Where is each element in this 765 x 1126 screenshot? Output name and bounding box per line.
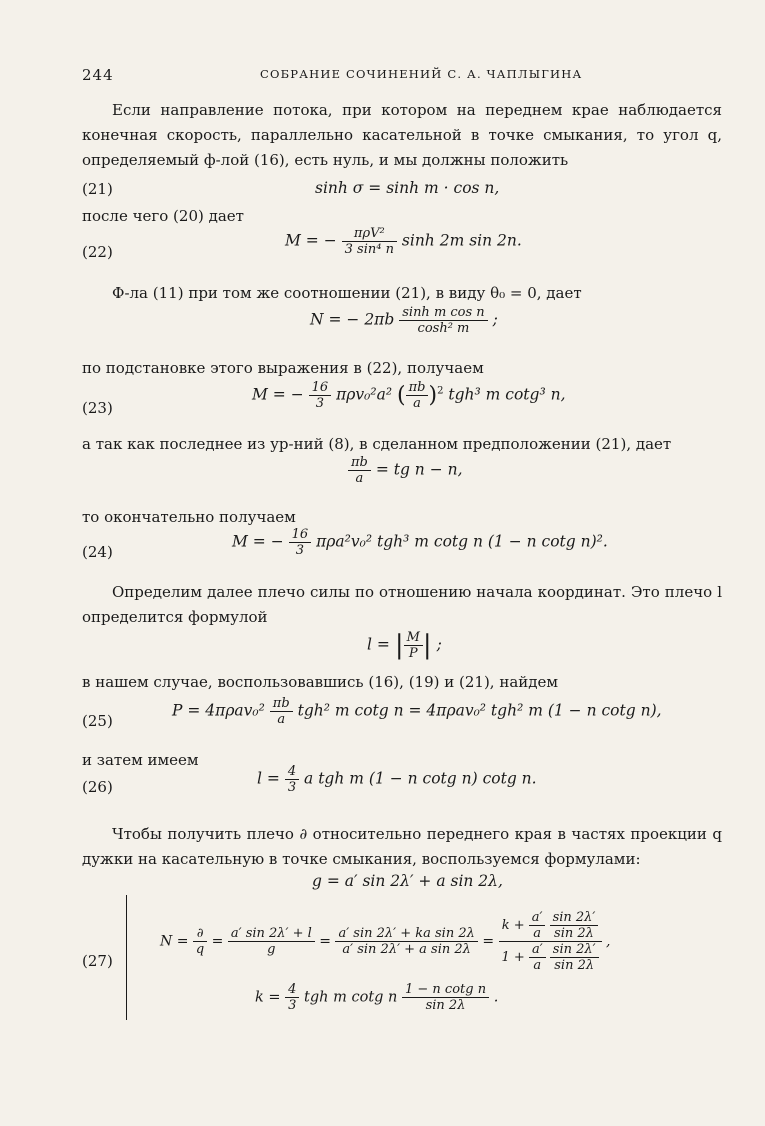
page-number: 244 <box>82 66 114 84</box>
eql-rhs: ; <box>436 635 442 654</box>
eq26-rhs: a tgh m (1 − n cotg n) cotg n. <box>304 769 537 788</box>
equation-number-23: (23) <box>82 399 113 417</box>
eq27k-coef-num: 4 <box>288 982 297 997</box>
eq27-fraction-4 <box>499 910 602 973</box>
eq27-tail: , <box>606 933 611 950</box>
eq27-f1-num: ∂ <box>196 926 204 941</box>
eqtg-denominator: a <box>348 470 371 486</box>
paragraph-3: Ф-ла (11) при том же соотношении (21), в виду θ₀ = 0, дает <box>112 284 582 302</box>
eqtg-rhs: = tg n − n, <box>375 460 463 479</box>
paragraph-5: а так как последнее из ур-ний (8), в сделанном предположении (21), дает <box>82 435 672 453</box>
equation-number-22: (22) <box>82 243 113 261</box>
eq27-f2-num: a′ sin 2λ′ + l <box>230 926 312 941</box>
eq24-coef-den: 3 <box>289 542 312 558</box>
equation-number-25: (25) <box>82 712 113 730</box>
eq27-f4-denominator: 1 + $\frac{a'}{a}$ $\frac{\sin 2\lambda'}{\sin 2\lambda}$ <box>499 941 602 973</box>
paragraph-9: и затем имеем <box>82 751 199 769</box>
equation-l: l = | $\frac{M}{P}$ | ; <box>367 630 442 661</box>
equation-25 <box>172 696 662 727</box>
eq27k-mid: tgh m cotg n <box>304 989 398 1006</box>
eq26-fraction <box>285 764 299 795</box>
eq25-rhs: tgh² m cotg n = 4πρav₀² tgh² m (1 − n cotg n), <box>297 701 662 720</box>
equation-N <box>310 305 498 336</box>
eq27k-fraction <box>402 982 489 1013</box>
equation-number-24: (24) <box>82 543 113 561</box>
eq23-paren-den: a <box>406 395 429 411</box>
eq27-fraction-1 <box>193 926 207 957</box>
eq27-f3-num: a′ sin 2λ′ + ka sin 2λ <box>338 926 475 941</box>
eqtg-numerator: πb <box>351 455 368 470</box>
eqN-lhs: N = − 2πb <box>310 310 395 329</box>
eq27-f1-den: q <box>193 941 207 957</box>
equation-21: sinh σ = sinh m · cos n, <box>315 179 500 197</box>
equation-g: g = a′ sin 2λ′ + a sin 2λ, <box>312 872 503 890</box>
eq24-lhs: M = − <box>232 532 284 551</box>
equation-23: M = − $\frac{16}{3}$ πρv₀²a² ( $\frac{\pi b}{a}$ )$^2$ tgh³ m cotg³ n, <box>252 380 566 411</box>
paragraph-2: после чего (20) дает <box>82 207 244 225</box>
paragraph-8: в нашем случае, воспользовавшись (16), (19) и (21), найдем <box>82 673 559 691</box>
eq27k-coefficient <box>285 982 299 1013</box>
eq23-coef-den: 3 <box>309 395 332 411</box>
equation-number-27: (27) <box>82 952 113 970</box>
equation-number-21: (21) <box>82 180 113 198</box>
eq25-denominator: a <box>270 711 293 727</box>
eq27-f4-numerator: k + $\frac{a'}{a}$ $\frac{\sin 2\lambda'}{\sin 2\lambda}$ <box>499 910 602 941</box>
eq27-lhs: N = <box>160 933 189 950</box>
eqN-rhs: ; <box>492 310 498 329</box>
paragraph-1: Если направление потока, при котором на переднем крае наблюдается конечная скорость, параллельно касательной в точке смыкания, то угол q, определяемый ф-лой (16), есть нуль, и мы должны положить <box>82 101 722 169</box>
eqN-fraction <box>399 305 487 336</box>
equation-26 <box>257 764 537 795</box>
eq27-fraction-3 <box>335 926 477 957</box>
equation-24 <box>232 527 608 558</box>
eq27k-fnum: 1 − n cotg n <box>404 982 487 997</box>
eql-fraction <box>404 630 423 661</box>
eqN-denominator: cosh² m <box>399 320 487 336</box>
eq22-rhs: sinh 2m sin 2n. <box>401 231 522 250</box>
eq27k-fden: sin 2λ <box>402 997 489 1013</box>
paragraph-4: по подстановке этого выражения в (22), получаем <box>82 359 484 377</box>
eq25-numerator: πb <box>272 696 290 711</box>
eq24-rhs: πρa²v₀² tgh³ m cotg n (1 − n cotg n)². <box>316 532 608 551</box>
eq26-lhs: l = <box>257 769 280 788</box>
eql-numerator: M <box>406 630 420 645</box>
eq22-fraction <box>342 226 397 257</box>
equation-22 <box>285 226 522 257</box>
eq23-paren-num: πb <box>408 380 426 395</box>
equation-27: N = $\frac{\partial}{q}$ = $\frac{a' \sin 2\lambda' + l}{g}$ = $\frac{\text{a′ sin 2λ′ + ka sin 2λ}}{\text{a′ sin 2λ′ + a sin 2λ}}$ = k + $\frac{a'}{a}$ $\frac{\sin 2\lambda'}{\sin 2\lambda}$ 1 + $\frac{a'}{a}$ $\frac{\sin 2\lambda'}{\sin 2\lambda}$ , <box>160 910 611 973</box>
eq23-coef-num: 16 <box>311 380 329 395</box>
eq22-numerator: πρV² <box>353 226 385 241</box>
paragraph-10: Чтобы получить плечо ∂ относительно переднего края в частях проекции q дужки на касательную в точке смыкания, воспользуемся формулами: <box>82 825 722 868</box>
equation-27-brace <box>126 895 130 1020</box>
eq27-f3-den: a′ sin 2λ′ + a sin 2λ <box>335 941 477 957</box>
eq27-fraction-2 <box>228 926 315 957</box>
paragraph-6: то окончательно получаем <box>82 508 296 526</box>
equation-tg <box>348 455 463 486</box>
eq23-coefficient <box>309 380 332 411</box>
eql-lhs: l = <box>367 635 390 654</box>
eq25-fraction <box>270 696 293 727</box>
running-title: СОБРАНИЕ СОЧИНЕНИЙ С. А. ЧАПЛЫГИНА <box>260 67 583 81</box>
eqtg-fraction <box>348 455 371 486</box>
eq26-denominator: 3 <box>285 779 299 795</box>
eq24-coefficient <box>289 527 312 558</box>
eq27k-tail: . <box>493 989 499 1006</box>
eq22-denominator: 3 sin⁴ n <box>342 241 397 257</box>
equation-27-k <box>255 982 498 1013</box>
equation-number-26: (26) <box>82 778 113 796</box>
eq27k-coef-den: 3 <box>285 997 299 1013</box>
eq22-lhs: M = − <box>285 231 337 250</box>
eql-denominator: P <box>404 645 423 661</box>
eqN-numerator: sinh m cos n <box>402 305 485 320</box>
paragraph-7: Определим далее плечо силы по отношению начала координат. Это плечо l определится формулой <box>82 583 722 626</box>
eq23-rhs: tgh³ m cotg³ n, <box>448 385 566 404</box>
eq23-paren-fraction <box>406 380 429 411</box>
eq26-numerator: 4 <box>287 764 297 779</box>
eq25-lhs: P = 4πρav₀² <box>172 701 265 720</box>
eq27k-lhs: k = <box>255 989 281 1006</box>
eq23-mid: πρv₀²a² <box>336 385 393 404</box>
eq24-coef-num: 16 <box>291 527 309 542</box>
eq23-lhs: M = − <box>252 385 304 404</box>
eq27-f2-den: g <box>228 941 315 957</box>
